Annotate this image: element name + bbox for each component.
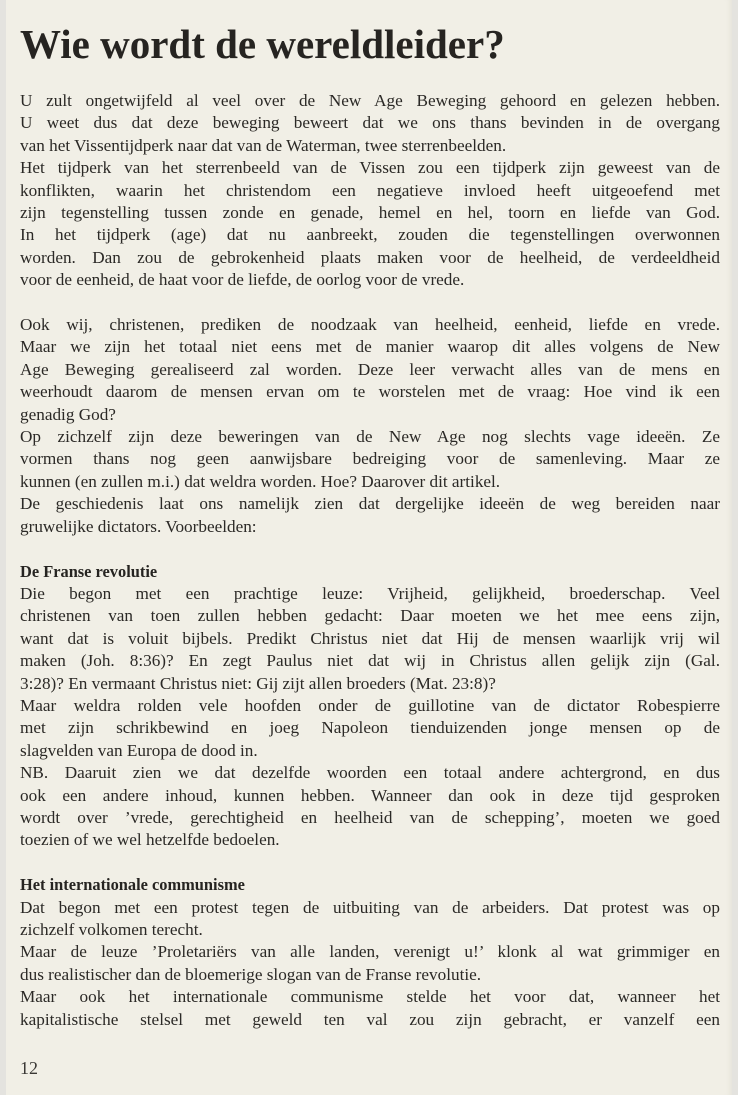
page-content (20, 20, 720, 1031)
paragraph-spacer (20, 292, 720, 314)
text-line: want dat is voluit bijbels. Predikt Christus niet dat Hij de mensen waarlijk vrij wil (20, 628, 720, 648)
text-line: gruwelijke dictators. Voorbeelden: (20, 516, 257, 536)
paragraph-spacer (20, 538, 720, 560)
text-line: NB. Daaruit zien we dat dezelfde woorden een totaal andere achtergrond, en dus (20, 763, 720, 783)
section-franse-revolutie (20, 561, 720, 852)
text-line: Maar we zijn het totaal niet eens met de manier waarop dit alles volgens de New (20, 337, 720, 357)
text-line: met zijn schrikbewind en joeg Napoleon tienduizenden jonge mensen op de (20, 718, 720, 738)
text-line: dus realistischer dan de bloemerige slogan van de Franse revolutie. (20, 964, 482, 984)
text-line: worden. Dan zou de gebrokenheid plaats maken voor de heelheid, de verdeeldheid (20, 247, 720, 267)
text-line: genadig God? (20, 404, 116, 424)
text-line: Ook wij, christenen, prediken de noodzaak van heelheid, eenheid, liefde en vrede. (20, 315, 720, 335)
text-line: slagvelden van Europa de dood in. (20, 740, 258, 760)
article-body (20, 90, 720, 1031)
section-heading: De Franse revolutie (20, 561, 158, 581)
section-communisme (20, 874, 720, 1031)
paragraph-intro-1 (20, 90, 720, 292)
text-line: U weet dus dat deze beweging beweert dat we ons thans bevinden in de overgang (20, 113, 720, 133)
text-line: U zult ongetwijfeld al veel over de New Age Beweging gehoord en gelezen hebben. (20, 91, 720, 110)
text-line: weerhoudt daarom de mensen ervan om te worstelen met de vraag: Hoe vind ik een (20, 382, 720, 402)
text-line: Maar de leuze ’Proletariërs van alle landen, verenigt u!’ klonk al wat grimmiger en (20, 942, 720, 962)
text-line: Die begon met een prachtige leuze: Vrijheid, gelijkheid, broederschap. Veel (20, 583, 720, 603)
section-heading: Het internationale communisme (20, 875, 245, 895)
text-line: wordt over ’vrede, gerechtigheid en heelheid van de schepping’, moeten we goed (20, 807, 720, 827)
text-line: Age Beweging gerealiseerd zal worden. Deze leer verwacht alles van de mens en (20, 359, 720, 379)
text-line: vormen thans nog geen aanwijsbare bedreiging voor de samenleving. Maar ze (20, 449, 720, 469)
text-line: kapitalistische stelsel met geweld ten val zou zijn gebracht, er vanzelf een (20, 1009, 720, 1029)
text-line: zichzelf volkomen terecht. (20, 919, 203, 939)
text-line: Het tijdperk van het sterrenbeeld van de Vissen zou een tijdperk zijn geweest van de (20, 158, 720, 178)
text-line: Dat begon met een protest tegen de uitbuiting van de arbeiders. Dat protest was op (20, 897, 720, 917)
paragraph-spacer (20, 852, 720, 874)
text-line: Maar weldra rolden vele hoofden onder de guillotine van de dictator Robespierre (20, 695, 720, 715)
document-page (6, 0, 732, 1095)
text-line: toezien of we wel hetzelfde bedoelen. (20, 830, 280, 850)
text-line: christenen van toen zullen hebben gedacht: Daar moeten we het mee eens zijn, (20, 606, 720, 626)
text-line: maken (Joh. 8:36)? En zegt Paulus niet dat wij in Christus allen gelijk zijn (Gal. (20, 651, 720, 671)
text-line: van het Vissentijdperk naar dat van de Waterman, twee sterrenbeelden. (20, 135, 507, 155)
text-line: In het tijdperk (age) dat nu aanbreekt, zouden die tegenstellingen overwonnen (20, 225, 720, 245)
paragraph-intro-2 (20, 314, 720, 538)
page-title: Wie wordt de wereldleider? (20, 21, 505, 67)
text-line: voor de eenheid, de haat voor de liefde, de oorlog voor de vrede. (20, 270, 465, 290)
text-line: Op zichzelf zijn deze beweringen van de New Age nog slechts vage ideeën. Ze (20, 427, 720, 447)
page-number: 12 (20, 1058, 38, 1079)
text-line: Maar ook het internationale communisme stelde het voor dat, wanneer het (20, 987, 720, 1007)
text-line: ook een andere inhoud, kunnen hebben. Wanneer dan ook in deze tijd gesproken (20, 785, 720, 805)
text-line: zijn tegenstelling tussen zonde en genade, hemel en hel, toorn en liefde van God. (20, 203, 720, 223)
text-line: konflikten, waarin het christendom een negatieve invloed heeft uitgeoefend met (20, 180, 720, 200)
text-line: kunnen (en zullen m.i.) dat weldra worden. Hoe? Daarover dit artikel. (20, 471, 501, 491)
text-line: 3:28)? En vermaant Christus niet: Gij zijt allen broeders (Mat. 23:8)? (20, 673, 496, 693)
text-line: De geschiedenis laat ons namelijk zien dat dergelijke ideeën de weg bereiden naar (20, 494, 720, 514)
